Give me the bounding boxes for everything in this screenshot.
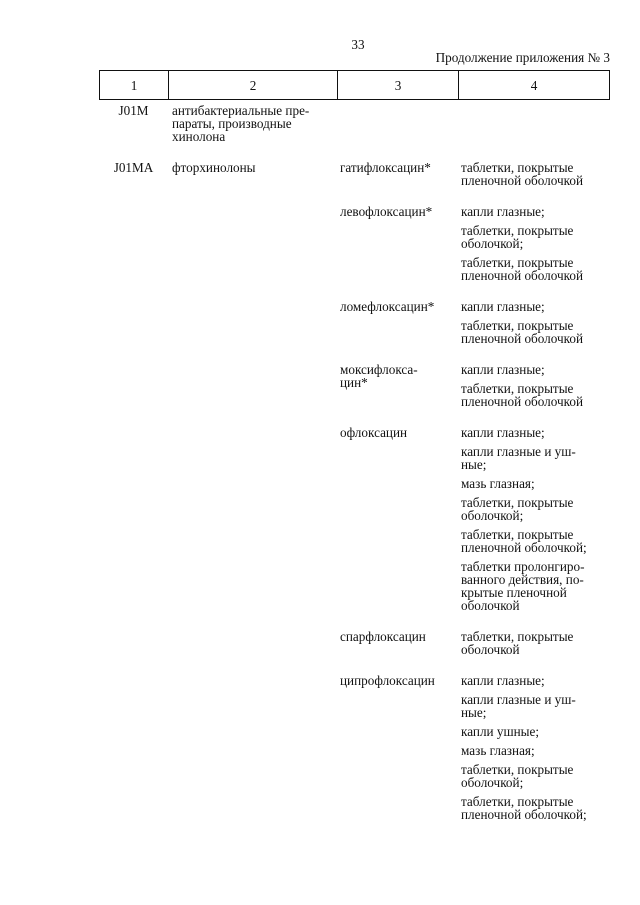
atc-code: J01M: [118, 103, 149, 118]
dosage-form: капли глазные и уш- ные;: [461, 444, 576, 472]
drug-name: левофлоксацин*: [340, 204, 433, 219]
atc-code: J01MA: [113, 160, 154, 175]
dosage-forms: [461, 205, 611, 282]
dosage-form: таблетки, покрытые оболочкой: [461, 629, 574, 657]
continuation-note: Продолжение приложения № 3: [435, 50, 610, 65]
header-col-1: 1: [100, 71, 169, 99]
dosage-form: таблетки, покрытые пленочной оболочкой;: [461, 527, 587, 555]
page-number: 33: [351, 37, 365, 52]
dosage-forms: [461, 630, 611, 656]
dosage-form: таблетки, покрытые оболочкой;: [461, 223, 574, 251]
drug-name: моксифлокса- цин*: [340, 362, 418, 390]
dosage-form: таблетки, покрытые оболочкой;: [461, 762, 574, 790]
dosage-form: таблетки, покрытые пленочной оболочкой: [461, 318, 584, 346]
dosage-form: мазь глазная;: [461, 476, 535, 491]
dosage-form: таблетки, покрытые пленочной оболочкой: [461, 381, 584, 409]
dosage-form: таблетки пролонгиро- ванного действия, по- крытые пленочной оболочкой: [461, 559, 585, 613]
dosage-form: капли глазные;: [461, 362, 545, 377]
dosage-form: капли глазные;: [461, 673, 545, 688]
header-col-4: 4: [530, 77, 538, 93]
dosage-forms: [461, 363, 611, 408]
drug-name: спарфлоксацин: [340, 629, 426, 644]
dosage-form: капли глазные;: [461, 299, 545, 314]
dosage-form: мазь глазная;: [461, 743, 535, 758]
dosage-forms: [461, 161, 611, 187]
dosage-form: таблетки, покрытые оболочкой;: [461, 495, 574, 523]
dosage-form: таблетки, покрытые пленочной оболочкой: [461, 255, 584, 283]
dosage-forms: [461, 300, 611, 345]
drug-name: гатифлоксацин*: [340, 160, 431, 175]
dosage-form: капли ушные;: [461, 724, 540, 739]
drug-name: офлоксацин: [340, 425, 408, 440]
table-header: [99, 70, 610, 100]
atc-group: фторхинолоны: [172, 160, 256, 175]
drug-name: ципрофлоксацин: [340, 673, 435, 688]
dosage-form: капли глазные;: [461, 204, 545, 219]
dosage-forms: [461, 674, 611, 821]
dosage-form: таблетки, покрытые пленочной оболочкой;: [461, 794, 587, 822]
dosage-form: таблетки, покрытые пленочной оболочкой: [461, 160, 584, 188]
header-col-3: 3: [338, 71, 459, 99]
dosage-forms: [461, 426, 611, 612]
drug-name: ломефлоксацин*: [340, 299, 435, 314]
dosage-form: капли глазные;: [461, 425, 545, 440]
header-col-2: 2: [169, 71, 338, 99]
dosage-form: капли глазные и уш- ные;: [461, 692, 576, 720]
atc-group: антибактериальные пре- параты, производные хинолона: [172, 103, 310, 144]
